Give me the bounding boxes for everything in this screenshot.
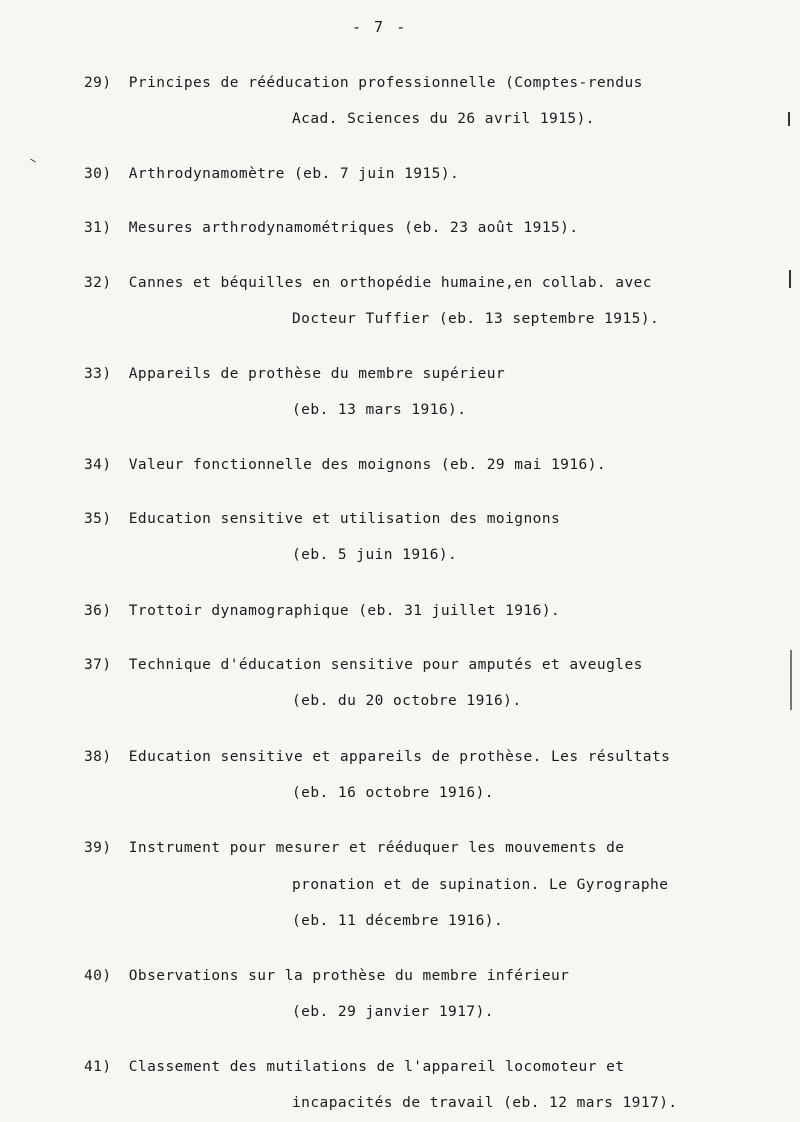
entry-37 — [84, 657, 643, 673]
page-number: - 7 - — [352, 18, 408, 36]
entry-line: Education sensitive et appareils de prothèse. Les résultats — [128, 749, 671, 765]
entry-number: 34) — [84, 457, 112, 473]
entry-line: Technique d'éducation sensitive pour amputés et aveugles — [128, 657, 643, 673]
entry-33 — [84, 366, 505, 382]
entry-35 — [84, 511, 560, 527]
entry-34 — [84, 457, 606, 473]
entry-39-cont-2: (eb. 11 décembre 1916). — [292, 913, 504, 929]
entry-31 — [84, 220, 579, 236]
entry-line: Mesures arthrodynamométriques (eb. 23 août 1915). — [128, 220, 579, 236]
entry-line: Valeur fonctionnelle des moignons (eb. 29 mai 1916). — [128, 457, 607, 473]
entry-36 — [84, 603, 560, 619]
entry-30 — [84, 166, 459, 182]
entry-41-cont: incapacités de travail (eb. 12 mars 1917). — [292, 1095, 678, 1111]
entry-line: Trottoir dynamographique (eb. 31 juillet 1916). — [128, 603, 561, 619]
entry-line: Appareils de prothèse du membre supérieur — [128, 366, 506, 382]
entry-number: 33) — [84, 366, 112, 382]
entry-38 — [84, 749, 670, 765]
entry-41 — [84, 1059, 624, 1075]
entry-40-cont: (eb. 29 janvier 1917). — [292, 1004, 494, 1020]
entry-line: Arthrodynamomètre (eb. 7 juin 1915). — [128, 166, 460, 182]
entry-line: Observations sur la prothèse du membre inférieur — [128, 968, 570, 984]
entry-32 — [84, 275, 652, 291]
entry-line: Principes de rééducation professionnelle (Comptes-rendus — [128, 75, 643, 91]
entry-39-cont: pronation et de supination. Le Gyrographe — [292, 877, 669, 893]
entry-33-cont: (eb. 13 mars 1916). — [292, 402, 467, 418]
entry-number: 41) — [84, 1059, 112, 1075]
entry-line: Education sensitive et utilisation des moignons — [128, 511, 561, 527]
margin-mark — [788, 112, 790, 126]
entry-number: 39) — [84, 840, 112, 856]
entry-35-cont: (eb. 5 juin 1916). — [292, 547, 458, 563]
entry-number: 35) — [84, 511, 112, 527]
entry-line: Classement des mutilations de l'appareil locomoteur et — [128, 1059, 625, 1075]
entry-line: Instrument pour mesurer et rééduquer les mouvements de — [128, 840, 625, 856]
entry-38-cont: (eb. 16 octobre 1916). — [292, 785, 494, 801]
entry-37-cont: (eb. du 20 octobre 1916). — [292, 693, 522, 709]
entry-number: 37) — [84, 657, 112, 673]
margin-mark — [789, 270, 791, 288]
entry-number: 40) — [84, 968, 112, 984]
entry-number: 36) — [84, 603, 112, 619]
entry-29 — [84, 75, 643, 91]
entry-line: Cannes et béquilles en orthopédie humaine,en collab. avec — [128, 275, 652, 291]
entry-32-cont: Docteur Tuffier (eb. 13 septembre 1915). — [292, 311, 660, 327]
entry-number: 29) — [84, 75, 112, 91]
entry-number: 31) — [84, 220, 112, 236]
entry-number: 30) — [84, 166, 112, 182]
entry-39 — [84, 840, 624, 856]
entry-29-cont: Acad. Sciences du 26 avril 1915). — [292, 111, 595, 127]
entry-number: 38) — [84, 749, 112, 765]
entry-number: 32) — [84, 275, 112, 291]
margin-mark — [790, 650, 792, 710]
entry-40 — [84, 968, 569, 984]
